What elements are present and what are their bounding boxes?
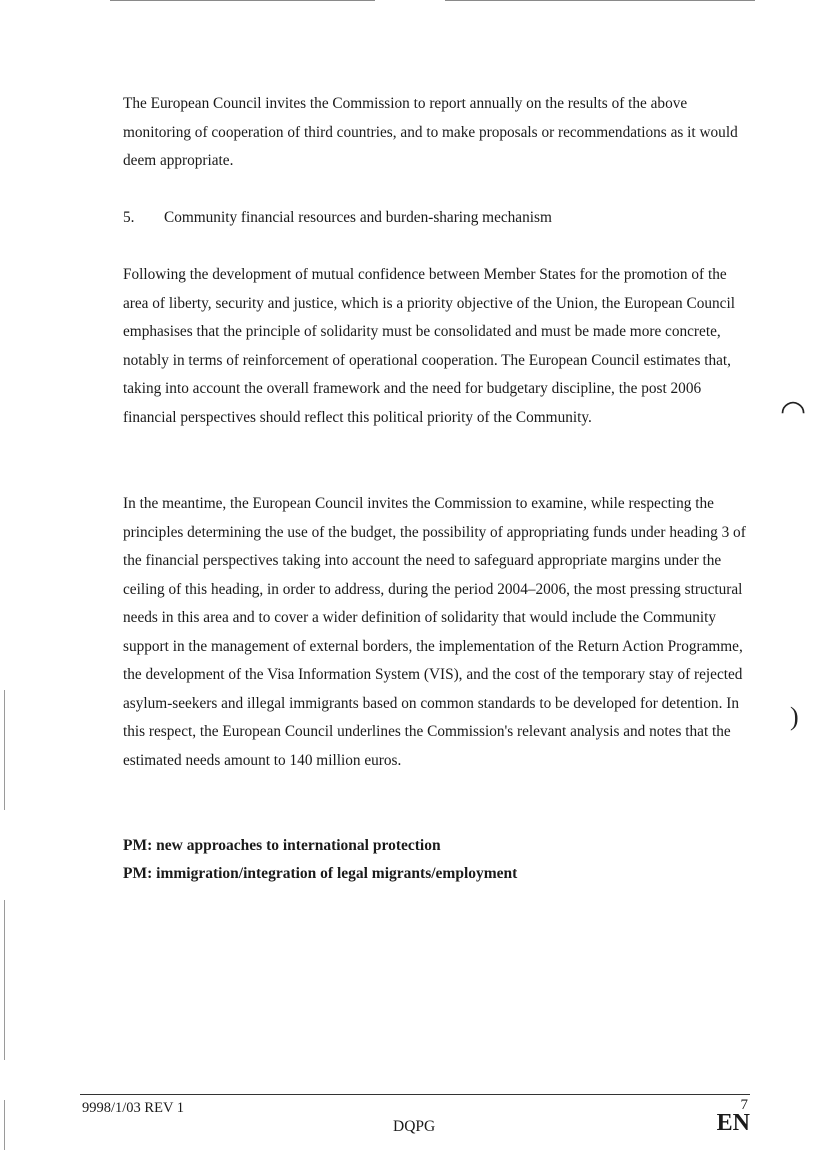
footer-department-code: DQPG: [393, 1118, 436, 1135]
punch-hole-mark-upper: ◠: [780, 395, 807, 428]
section-number: 5.: [123, 209, 135, 226]
scan-artifact-top-left: [110, 0, 375, 1]
scan-artifact-left-margin-2: [4, 900, 5, 1060]
section-title: Community financial resources and burden-sharing mechanism: [164, 209, 552, 226]
paragraph-monitoring-report: The European Council invites the Commission to report annually on the results of the above monitoring of cooperation of third countries, and to make proposals or recommendations as it would deem appropriate.: [123, 95, 738, 169]
paragraph-meantime-funding: In the meantime, the European Council invites the Commission to examine, while respecting the principles determining the use of the budget, the possibility of appropriating funds under heading 3 of the financial perspectives taking into account the need to safeguard appropriate margins under the ceiling of this heading, in order to address, during the period 2004–2006, the most pressing structural needs in this area and to cover a wider definition of solidarity that would include the Community support in the management of external borders, the implementation of the Return Action Programme, the development of the Visa Information System (VIS), and the cost of the temporary stay of rejected asylum-seekers and illegal immigrants based on common standards to be developed for detention. In this respect, the European Council underlines the Commission's relevant analysis and notes that the estimated needs amount to 140 million euros.: [123, 495, 746, 769]
footer-document-reference: 9998/1/03 REV 1: [82, 1100, 185, 1116]
pm-immigration-integration: PM: immigration/integration of legal migrants/employment: [123, 865, 518, 882]
footer-page-number: 7: [740, 1097, 748, 1113]
paragraph-solidarity: Following the development of mutual confidence between Member States for the promotion of the area of liberty, security and justice, which is a priority objective of the Union, the European Council emphasises that the principle of solidarity must be consolidated and must be made more concrete, notably in terms of reinforcement of operational cooperation. The European Council estimates that, taking into account the overall framework and the need for budgetary discipline, the post 2006 financial perspectives should reflect this political priority of the Community.: [123, 266, 735, 426]
scan-artifact-left-margin-1: [4, 690, 5, 810]
footer-rule: [80, 1094, 750, 1095]
punch-hole-mark-lower: ): [790, 702, 799, 731]
scan-artifact-left-margin-3: [4, 1100, 5, 1150]
footer-language-code: EN: [716, 1110, 750, 1136]
scan-artifact-top-right: [445, 0, 755, 1]
pm-international-protection: PM: new approaches to international protection: [123, 837, 441, 854]
